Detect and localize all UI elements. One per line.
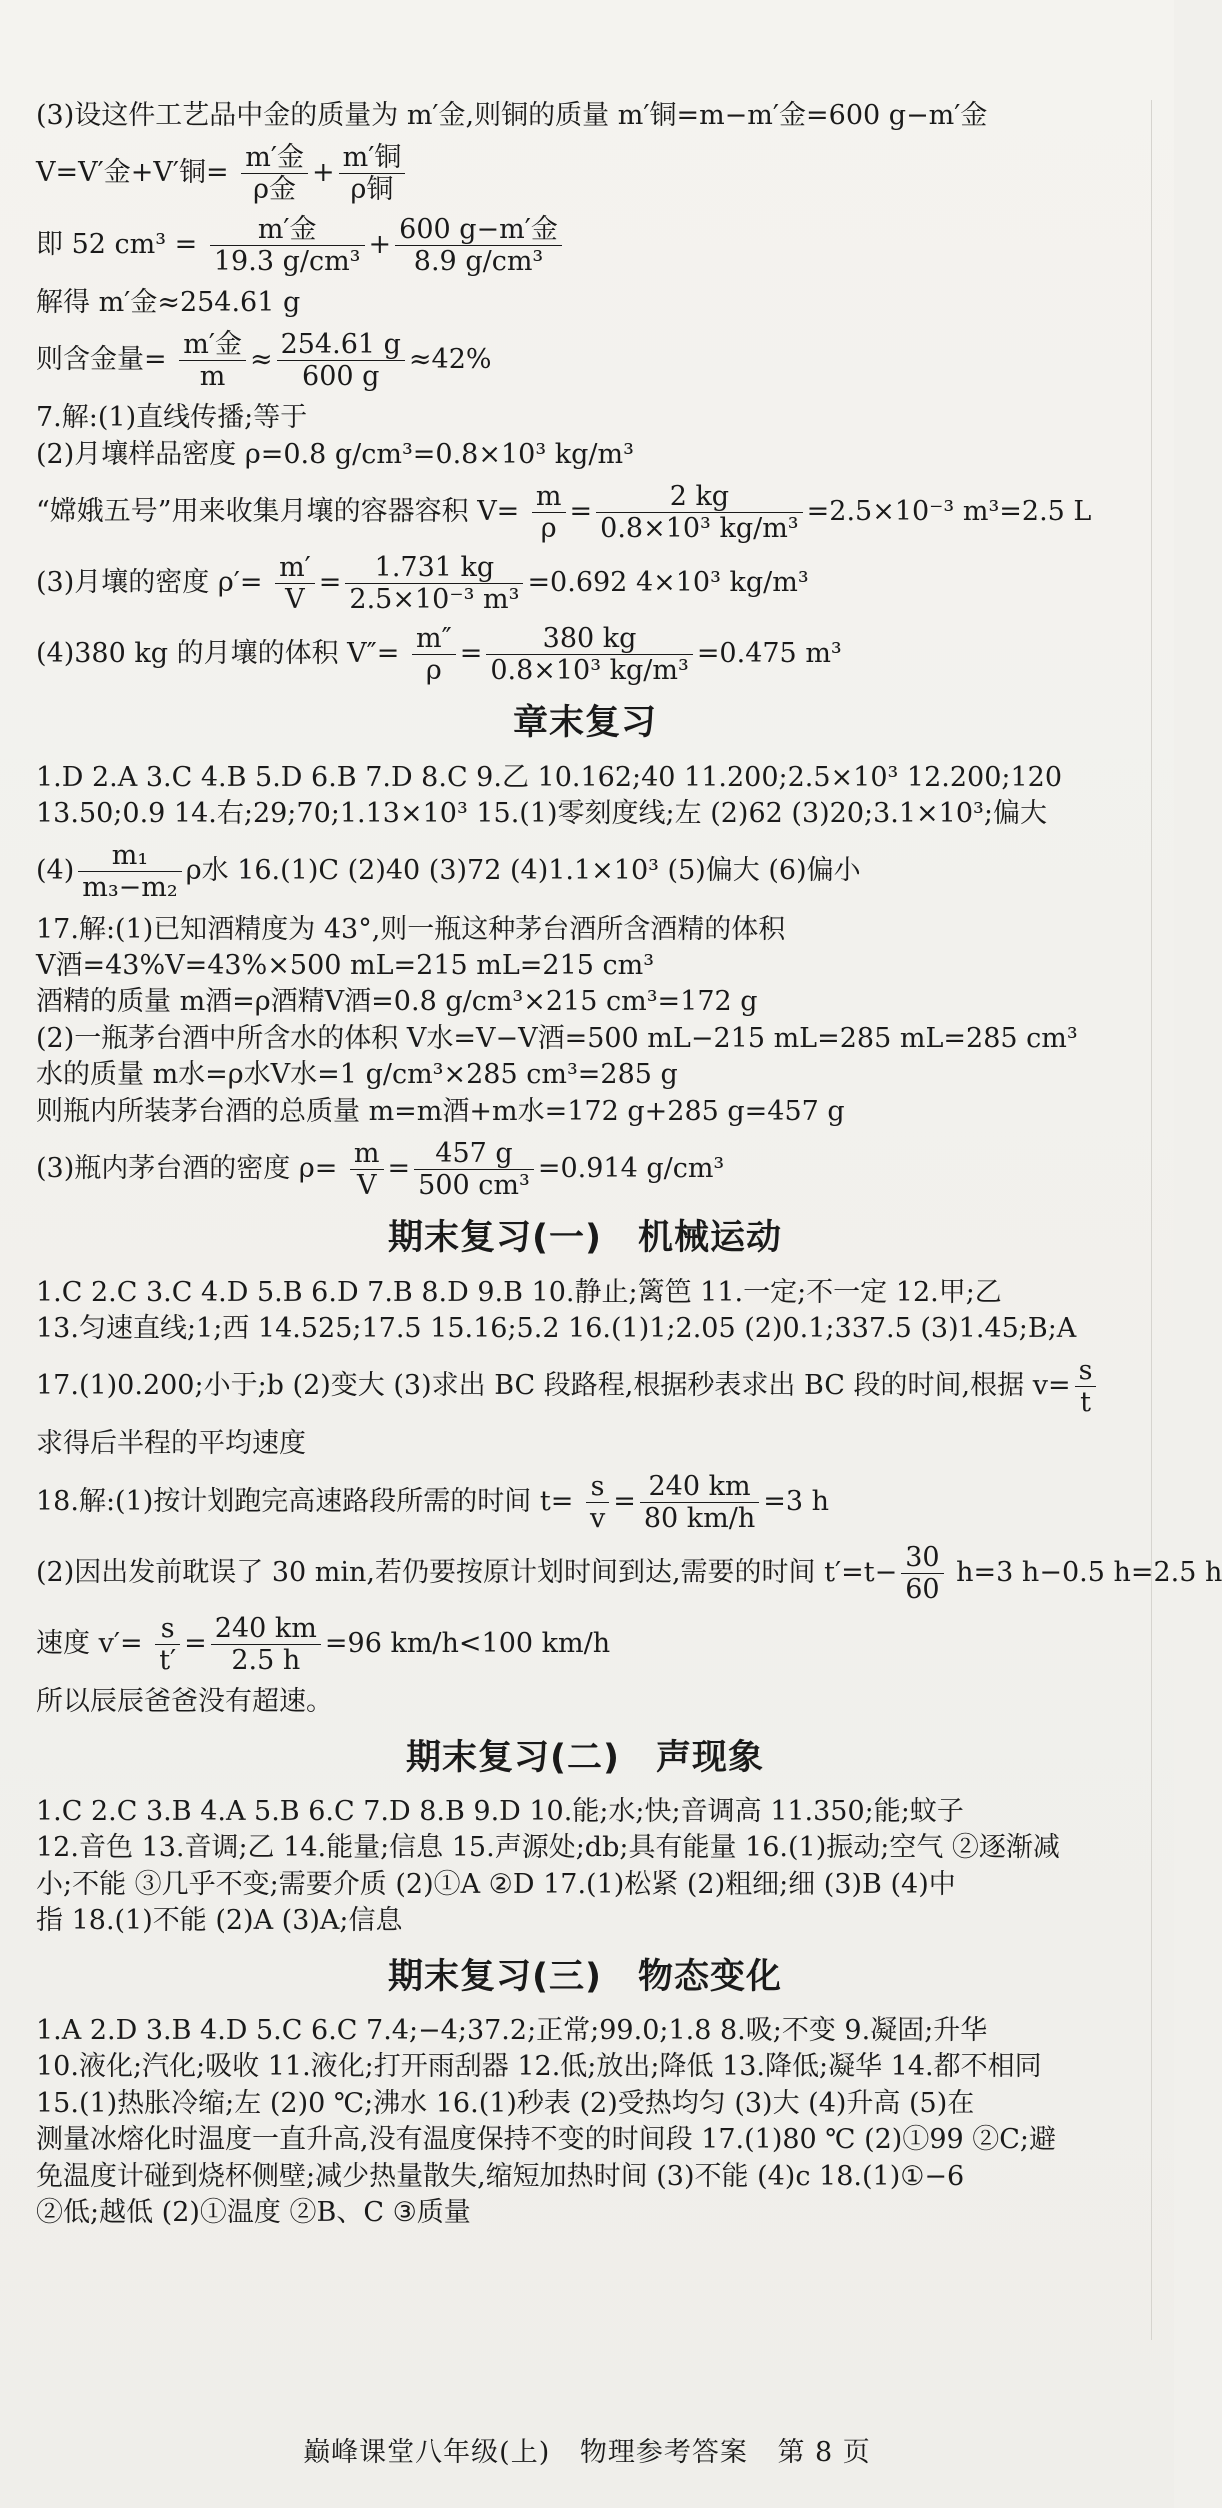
fraction: $\frac{\text{m′铜}}{\text{ρ铜}}$ <box>339 142 406 205</box>
fraction: $\frac{\text{m₁}}{\text{m₃−m₂}}$ <box>78 840 181 903</box>
answer-line: 水的质量 m水=ρ水V水=1 g/cm³×285 cm³=285 g <box>36 1059 678 1091</box>
formula-line: (4)380 kg 的月壤的体积 V″= $\frac{m''}{\rho}$ = $\frac{380 kg}{\text{0.8×10³ kg/m³}}$ =0.475 m³ <box>36 623 842 687</box>
formula-line: (3)月壤的密度 ρ′= $\frac{m'}{V}$ = $\frac{1.731 kg}{\text{2.5×10⁻³ m³}}$ =0.692 4×10³ kg/m³ <box>36 552 809 616</box>
footer-page-number: 第 8 页 <box>777 2437 871 2468</box>
fraction: $\frac{240 km}{2.5 h}$ <box>211 1613 321 1676</box>
fraction: $\frac{\text{600 g−m′金}}{\text{8.9 g/cm³}}$ <box>395 214 562 277</box>
answer-line: 1.A 2.D 3.B 4.D 5.C 6.C 7.4;−4;37.2;正常;99.0;1.8 8.吸;不变 9.凝固;升华 <box>36 2014 988 2046</box>
fraction: $\frac{\text{m′金}}{\text{ρ金}}$ <box>241 142 308 205</box>
section-title: 期末复习(一) 机械运动 <box>388 1218 782 1259</box>
answer-line: 7.解:(1)直线传播;等于 <box>36 402 308 434</box>
fraction: $\frac{380 kg}{\text{0.8×10³ kg/m³}}$ <box>486 623 693 686</box>
answer-line: 则瓶内所装茅台酒的总质量 m=m酒+m水=172 g+285 g=457 g <box>36 1095 845 1127</box>
formula-line: “嫦娥五号”用来收集月壤的容器容积 V= $\frac{m}{\rho}$ = $\frac{2 kg}{\text{0.8×10³ kg/m³}}$ =2.5×10⁻³ m³=2.5 L <box>36 481 1092 545</box>
section-title: 章末复习 <box>512 703 657 744</box>
fraction: $\frac{m}{V}$ <box>350 1138 384 1201</box>
formula-line: 即 52 cm³ = $\frac{\text{m′金}}{\text{19.3 g/cm³}}$ + $\frac{\text{600 g−m′金}}{\text{8.9 g/cm³}}$ <box>36 214 1134 277</box>
answer-column <box>36 98 1222 2232</box>
answer-line: 酒精的质量 m酒=ρ酒精V酒=0.8 g/cm³×215 cm³=172 g <box>36 986 758 1018</box>
formula-line: 18.解:(1)按计划跑完高速路段所需的时间 t= $\frac{s}{v}$ = $\frac{240 km}{80 km/h}$ =3 h <box>36 1470 829 1534</box>
section-title: 期末复习(三) 物态变化 <box>388 1956 782 1997</box>
answer-line: 10.液化;汽化;吸收 11.液化;打开雨刮器 12.低;放出;降低 13.降低;凝华 14.都不相同 <box>36 2051 1042 2083</box>
answer-line: 所以辰辰爸爸没有超速。 <box>36 1686 333 1718</box>
answer-line: 17.解:(1)已知酒精度为 43°,则一瓶这种茅台酒所含酒精的体积 <box>36 913 786 945</box>
fraction: $\frac{s}{t'}$ <box>155 1613 180 1676</box>
fraction: $\frac{2 kg}{\text{0.8×10³ kg/m³}}$ <box>596 481 803 544</box>
fraction: $\frac{s}{t}$ <box>1075 1355 1097 1418</box>
formula-line: (4) $\frac{\text{m₁}}{\text{m₃−m₂}}$ ρ水 16.(1)C (2)40 (3)72 (4)1.1×10³ (5)偏大 (6)偏小 <box>36 840 861 904</box>
formula-line: (3)瓶内茅台酒的密度 ρ= $\frac{m}{V}$ = $\frac{457 g}{\text{500 cm³}}$ =0.914 g/cm³ <box>36 1138 725 1202</box>
answer-line: 1.C 2.C 3.C 4.D 5.B 6.D 7.B 8.D 9.B 10.静止;篱笆 11.一定;不一定 12.甲;乙 <box>36 1276 1002 1308</box>
answer-line: (2)一瓶茅台酒中所含水的体积 V水=V−V酒=500 mL−215 mL=285 mL=285 cm³ <box>36 1022 1078 1054</box>
answer-line: 13.50;0.9 14.右;29;70;1.13×10³ 15.(1)零刻度线;左 (2)62 (3)20;3.1×10³;偏大 <box>36 798 1047 829</box>
answer-line: 1.C 2.C 3.B 4.A 5.B 6.C 7.D 8.B 9.D 10.能;水;快;音调高 11.350;能;蚊子 <box>36 1795 964 1827</box>
answer-line: 求得后半程的平均速度 <box>36 1428 306 1460</box>
answer-line: 解得 m′金≈254.61 g <box>36 286 301 318</box>
answer-line: 测量冰熔化时温度一直升高,没有温度保持不变的时间段 17.(1)80 ℃ (2)①99 ②C;避 <box>36 2124 1057 2156</box>
fraction: $\frac{240 km}{80 km/h}$ <box>640 1471 759 1534</box>
answer-line: 小;不能 ③几乎不变;需要介质 (2)①A ②D 17.(1)松紧 (2)粗细;细 (3)B (4)中 <box>36 1868 956 1900</box>
fraction: $\frac{m}{\rho}$ <box>532 481 566 544</box>
formula-line: 速度 v′= $\frac{s}{t'}$ = $\frac{240 km}{2.5 h}$ =96 km/h<100 km/h <box>36 1613 611 1677</box>
fraction: $\frac{\text{m′金}}{\text{19.3 g/cm³}}$ <box>210 214 365 277</box>
fraction: $\frac{30}{60}$ <box>901 1542 943 1605</box>
fraction: $\frac{s}{v}$ <box>586 1471 609 1534</box>
answer-line: 指 18.(1)不能 (2)A (3)A;信息 <box>36 1905 403 1937</box>
answer-line: 15.(1)热胀冷缩;左 (2)0 ℃;沸水 16.(1)秒表 (2)受热均匀 (3)大 (4)升高 (5)在 <box>36 2087 975 2119</box>
section-title: 期末复习(二) 声现象 <box>406 1737 764 1778</box>
footer-subject: 物理参考答案 <box>579 2437 748 2468</box>
fraction: $\frac{m''}{\rho}$ <box>412 623 456 686</box>
answer-line: 1.D 2.A 3.C 4.B 5.D 6.B 7.D 8.C 9.乙 10.162;40 11.200;2.5×10³ 12.200;120 <box>36 761 1063 793</box>
fraction: $\frac{457 g}{\text{500 cm³}}$ <box>414 1138 534 1201</box>
fraction: $\frac{254.61 g}{600 g}$ <box>277 329 405 392</box>
footer-book-title: 巅峰课堂八年级(上) <box>303 2437 551 2468</box>
formula-line: 则含金量= $\frac{\text{m′金}}{m}$ ≈ $\frac{254.61 g}{600 g}$ ≈42% <box>36 329 492 393</box>
formula-line: (2)因出发前耽误了 30 min,若仍要按原计划时间到达,需要的时间 t′=t− $\frac{30}{60}$ h=3 h−0.5 h=2.5 h <box>36 1542 1222 1606</box>
answer-line: 12.音色 13.音调;乙 14.能量;信息 15.声源处;db;具有能量 16.(1)振动;空气 ②逐渐减 <box>36 1832 1060 1864</box>
answer-line: (2)月壤样品密度 ρ=0.8 g/cm³=0.8×10³ kg/m³ <box>36 438 634 470</box>
answer-line: 免温度计碰到烧杯侧壁;减少热量散失,缩短加热时间 (3)不能 (4)c 18.(1)①−6 <box>36 2160 965 2192</box>
formula-line: 17.(1)0.200;小于;b (2)变大 (3)求出 BC 段路程,根据秒表求出 BC 段的时间,根据 v= $\frac{s}{t}$ <box>36 1355 1134 1418</box>
next-page-edge <box>1151 100 1174 2340</box>
answer-line: 13.匀速直线;1;西 14.525;17.5 15.16;5.2 16.(1)1;2.05 (2)0.1;337.5 (3)1.45;B;A <box>36 1312 1077 1344</box>
fraction: $\frac{1.731 kg}{\text{2.5×10⁻³ m³}}$ <box>345 552 523 615</box>
answer-line: (3)设这件工艺品中金的质量为 m′金,则铜的质量 m′铜=m−m′金=600 g−m′金 <box>36 100 988 131</box>
answer-line: ②低;越低 (2)①温度 ②B、C ③质量 <box>36 2197 471 2229</box>
formula-line: V=V′金+V′铜= $\frac{\text{m′金}}{\text{ρ金}}$ + $\frac{\text{m′铜}}{\text{ρ铜}}$ <box>36 142 1134 205</box>
page-footer <box>0 2430 1174 2469</box>
fraction: $\frac{m'}{V}$ <box>275 552 315 615</box>
fraction: $\frac{\text{m′金}}{m}$ <box>179 329 246 392</box>
answer-line: V酒=43%V=43%×500 mL=215 mL=215 cm³ <box>36 949 655 981</box>
